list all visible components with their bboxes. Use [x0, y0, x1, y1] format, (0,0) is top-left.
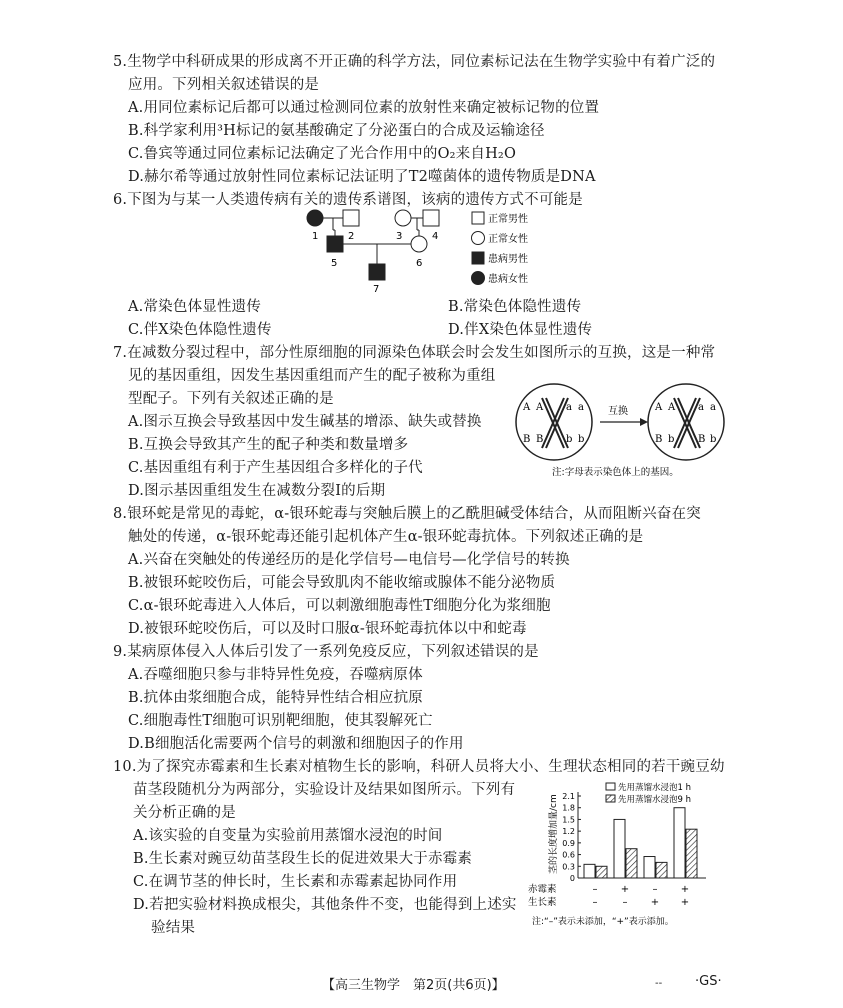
q8-option-d: D.被银环蛇咬伤后，可以及时口服α-银环蛇毒抗体以中和蛇毒	[128, 621, 527, 637]
q9-stem: 9.某病原体侵入人体后引发了一系列免疫反应，下列叙述错误的是	[113, 644, 539, 660]
treatment-row-label: 生长素	[528, 897, 557, 908]
q7-option-c: C.基因重组有利于产生基因组合多样化的子代	[128, 460, 423, 476]
q5-option-a: A.用同位素标记后都可以通过检测同位素的放射性来确定被标记物的位置	[128, 100, 600, 116]
y-tick-label: 0.6	[562, 850, 575, 860]
bar	[614, 819, 625, 878]
svg-text:A: A	[668, 402, 676, 413]
individual-5-affected-male	[327, 236, 343, 252]
chart-note: 注:“–”表示未添加，“+”表示添加。	[532, 917, 674, 927]
growth-bar-chart	[528, 782, 738, 930]
q7-stem-line1: 7.在减数分裂过程中，部分性原细胞的同源染色体联会时会发生如图所示的互换，这是一种常	[113, 345, 716, 361]
individual-3-normal-female	[395, 210, 411, 226]
y-tick-label: 0.3	[562, 862, 575, 872]
individual-1-affected-female	[307, 210, 323, 226]
legend-affected-male: 患病男性	[488, 254, 528, 265]
crossover-figure	[512, 380, 737, 480]
bar	[644, 857, 655, 878]
legend-normal-male-symbol	[472, 212, 484, 224]
q5-option-b: B.科学家利用³H标记的氨基酸确定了分泌蛋白的合成及运输途径	[128, 123, 545, 139]
q7-stem-line3: 型配子。下列有关叙述正确的是	[128, 391, 334, 407]
q5-stem-line2: 应用。下列相关叙述错误的是	[128, 77, 320, 93]
q6-option-b: B.常染色体隐性遗传	[448, 299, 582, 315]
legend-affected-male-symbol	[472, 252, 484, 264]
q8-stem-line1: 8.银环蛇是常见的毒蛇，α-银环蛇毒与突触后膜上的乙酰胆碱受体结合，从而阻断兴奋在突	[113, 506, 701, 522]
legend-swatch	[606, 783, 615, 790]
svg-text:b: b	[710, 434, 717, 445]
pedigree-chart	[300, 206, 560, 298]
y-tick-label: 0	[569, 874, 575, 883]
q7-stem-line2: 见的基因重组，因发生基因重组而产生的配子被称为重组	[128, 368, 496, 384]
q9-option-a: A.吞噬细胞只参与非特异性免疫，吞噬病原体	[128, 667, 423, 683]
q8-option-b: B.被银环蛇咬伤后，可能会导致肌肉不能收缩或腺体不能分泌物质	[128, 575, 556, 591]
footer-dashes: --	[655, 978, 663, 989]
legend-label: 先用蒸馏水浸泡9 h	[618, 795, 691, 805]
treatment-sign: +	[650, 897, 660, 908]
q8-option-c: C.α-银环蛇毒进入人体后，可以刺激细胞毒性T细胞分化为浆细胞	[128, 598, 551, 614]
label-3: 3	[396, 231, 403, 242]
q10-option-d-line2: 验结果	[151, 920, 196, 936]
label-1: 1	[312, 231, 319, 242]
treatment-sign: +	[620, 884, 630, 895]
q8-option-a: A.兴奋在突触处的传递经历的是化学信号—电信号—化学信号的转换	[128, 552, 570, 568]
q10-option-c: C.在调节茎的伸长时，生长素和赤霉素起协同作用	[133, 874, 458, 890]
gene-A2: A	[536, 402, 544, 413]
treatment-sign: +	[680, 897, 690, 908]
q10-option-a: A.该实验的自变量为实验前用蒸馏水浸泡的时间	[133, 828, 443, 844]
gene-b1: b	[566, 434, 573, 445]
legend-label: 先用蒸馏水浸泡1 h	[618, 783, 691, 793]
individual-7-affected-male	[369, 264, 385, 280]
svg-text:B: B	[655, 434, 663, 445]
q6-option-d: D.伴X染色体显性遗传	[448, 322, 593, 338]
arrow-label: 互换	[608, 406, 628, 417]
svg-text:a: a	[710, 402, 716, 413]
q5-stem-line1: 5.生物学中科研成果的形成离不开正确的科学方法，同位素标记法在生物学实验中有着广泛的	[113, 54, 716, 70]
y-axis-label: 茎的长度增加量/cm	[549, 794, 559, 874]
treatment-sign: +	[680, 884, 690, 895]
q10-option-d-line1: D.若把实验材料换成根尖，其他条件不变，也能得到上述实	[133, 897, 517, 913]
legend-normal-male: 正常男性	[488, 214, 528, 225]
crossover-note: 注:字母表示染色体上的基因。	[552, 467, 679, 478]
q10-stem-line1: 10.为了探究赤霉素和生长素对植物生长的影响，科研人员将大小、生理状态相同的若干豌豆幼	[113, 759, 725, 775]
label-5: 5	[331, 258, 338, 269]
label-2: 2	[348, 231, 355, 242]
q9-option-c: C.细胞毒性T细胞可识别靶细胞，使其裂解死亡	[128, 713, 433, 729]
legend-swatch	[606, 795, 615, 802]
q9-option-b: B.抗体由浆细胞合成，能特异性结合相应抗原	[128, 690, 423, 706]
svg-text:B: B	[698, 434, 706, 445]
gene-B2: B	[536, 434, 544, 445]
q6-option-c: C.伴X染色体隐性遗传	[128, 322, 272, 338]
legend-affected-female: 患病女性	[488, 274, 528, 285]
y-tick-label: 1.2	[562, 827, 575, 837]
q6-option-a: A.常染色体显性遗传	[128, 299, 262, 315]
bar	[686, 829, 697, 878]
y-tick-label: 1.5	[562, 815, 575, 825]
q10-stem-line2: 苗茎段随机分为两部分，实验设计及结果如图所示。下列有	[133, 782, 516, 798]
y-tick-label: 1.8	[562, 803, 575, 813]
legend-normal-female: 正常女性	[488, 234, 528, 245]
individual-4-normal-male	[423, 210, 439, 226]
footer-code: ·GS·	[695, 974, 722, 989]
bar	[674, 808, 685, 878]
gene-a1: a	[566, 402, 572, 413]
legend-normal-female-symbol	[472, 232, 485, 245]
y-tick-label: 0.9	[562, 838, 575, 848]
q7-option-a: A.图示互换会导致基因中发生碱基的增添、缺失或替换	[128, 414, 482, 430]
treatment-sign: –	[622, 897, 628, 908]
bar	[584, 864, 595, 878]
gene-A1: A	[523, 402, 531, 413]
q7-option-d: D.图示基因重组发生在减数分裂Ⅰ的后期	[128, 483, 386, 499]
label-7: 7	[373, 284, 380, 295]
q5-option-c: C.鲁宾等通过同位素标记法确定了光合作用中的O₂来自H₂O	[128, 146, 517, 162]
individual-6-normal-female	[411, 236, 427, 252]
q7-option-b: B.互换会导致其产生的配子种类和数量增多	[128, 437, 409, 453]
bar	[596, 866, 607, 878]
q10-stem-line3: 关分析正确的是	[133, 805, 236, 821]
svg-text:A: A	[655, 402, 663, 413]
treatment-sign: –	[652, 884, 658, 895]
q5-option-d: D.赫尔希等通过放射性同位素标记法证明了T2噬菌体的遗传物质是DNA	[128, 169, 596, 185]
page-footer: 【高三生物学 第2页(共6页)】	[322, 978, 505, 993]
gene-a2: a	[578, 402, 584, 413]
y-tick-label: 2.1	[562, 792, 575, 801]
treatment-row-label: 赤霉素	[528, 884, 557, 895]
legend-affected-female-symbol	[472, 272, 485, 285]
treatment-sign: –	[592, 884, 598, 895]
gene-b2: b	[578, 434, 585, 445]
label-4: 4	[432, 231, 439, 242]
svg-text:a: a	[698, 402, 704, 413]
q8-stem-line2: 触处的传递，α-银环蛇毒还能引起机体产生α-银环蛇毒抗体。下列叙述正确的是	[128, 529, 644, 545]
label-6: 6	[416, 258, 423, 269]
bar	[656, 862, 667, 878]
gene-B1: B	[523, 434, 531, 445]
q10-option-b: B.生长素对豌豆幼苗茎段生长的促进效果大于赤霉素	[133, 851, 473, 867]
treatment-sign: –	[592, 897, 598, 908]
q6-stem: 6.下图为与某一人类遗传病有关的遗传系谱图，该病的遗传方式不可能是	[113, 192, 583, 208]
svg-text:b: b	[668, 434, 675, 445]
individual-2-normal-male	[343, 210, 359, 226]
bar	[626, 849, 637, 878]
q9-option-d: D.B细胞活化需要两个信号的刺激和细胞因子的作用	[128, 736, 464, 752]
